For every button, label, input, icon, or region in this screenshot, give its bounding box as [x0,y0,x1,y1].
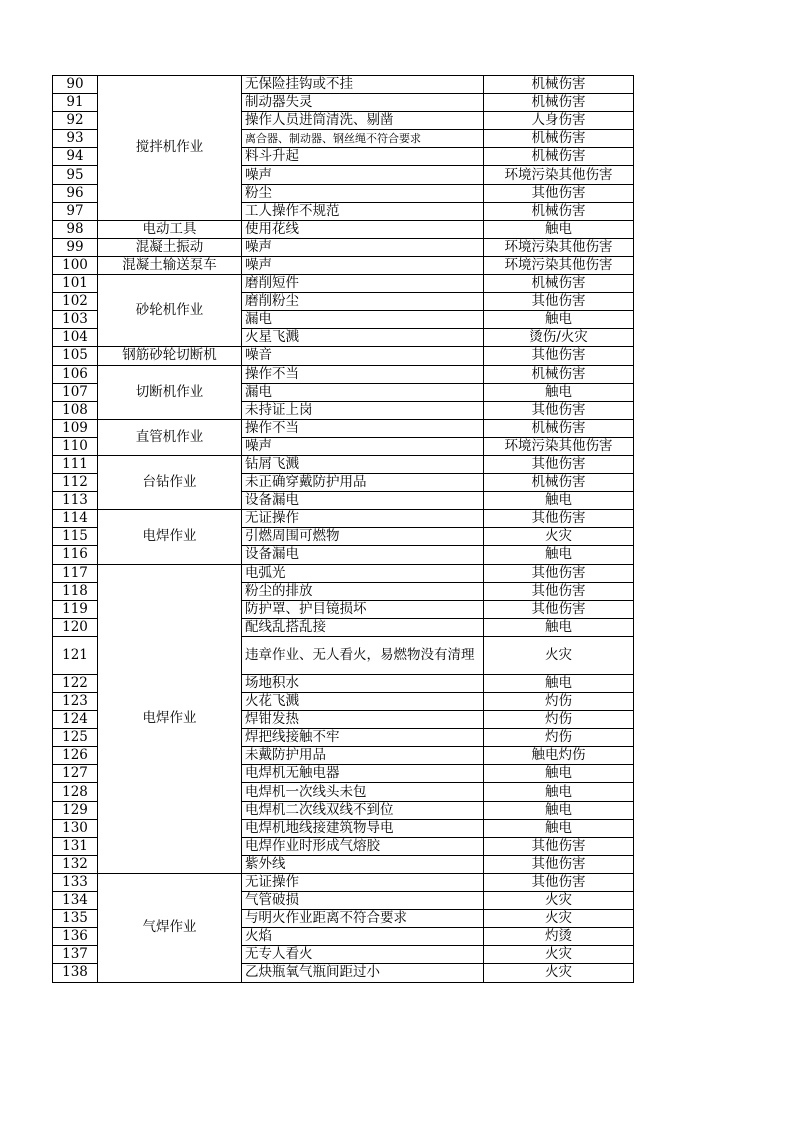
possible-consequence: 环境污染其他伤害 [484,256,634,274]
hazard-description: 噪声 [242,166,484,184]
table-row [53,510,634,528]
row-number: 127 [53,765,98,783]
possible-consequence: 其他伤害 [484,873,634,891]
hazard-description: 磨削粉尘 [242,293,484,311]
work-category: 搅拌机作业 [98,76,242,221]
possible-consequence: 触电 [484,220,634,238]
possible-consequence: 机械伤害 [484,474,634,492]
possible-consequence: 火灾 [484,528,634,546]
row-number: 120 [53,618,98,636]
hazard-description: 配线乱搭乱接 [242,618,484,636]
row-number: 113 [53,492,98,510]
work-category: 切断机作业 [98,365,242,419]
hazard-description: 电弧光 [242,564,484,582]
row-number: 124 [53,711,98,729]
possible-consequence: 灼伤 [484,711,634,729]
possible-consequence: 触电 [484,783,634,801]
row-number: 95 [53,166,98,184]
hazard-description: 焊钳发热 [242,711,484,729]
table-row [53,419,634,437]
hazard-description: 操作不当 [242,365,484,383]
possible-consequence: 灼伤 [484,729,634,747]
row-number: 108 [53,401,98,419]
row-number: 136 [53,928,98,946]
hazard-description: 紫外线 [242,855,484,873]
possible-consequence: 火灾 [484,910,634,928]
possible-consequence: 灼伤 [484,693,634,711]
work-category: 钢筋砂轮切断机 [98,347,242,365]
row-number: 92 [53,112,98,130]
possible-consequence: 火灾 [484,892,634,910]
row-number: 104 [53,329,98,347]
possible-consequence: 机械伤害 [484,130,634,148]
hazard-description: 无证操作 [242,873,484,891]
table-row [53,873,634,891]
hazard-description: 无证操作 [242,510,484,528]
hazard-description: 料斗升起 [242,148,484,166]
possible-consequence: 其他伤害 [484,293,634,311]
table-row [53,347,634,365]
hazard-description: 乙炔瓶氧气瓶间距过小 [242,964,484,982]
possible-consequence: 其他伤害 [484,510,634,528]
hazard-description: 磨削短件 [242,275,484,293]
hazard-description: 钻屑飞溅 [242,455,484,473]
possible-consequence: 烫伤/火灾 [484,329,634,347]
row-number: 110 [53,437,98,455]
hazard-description: 漏电 [242,311,484,329]
row-number: 98 [53,220,98,238]
row-number: 102 [53,293,98,311]
possible-consequence: 其他伤害 [484,582,634,600]
hazard-description: 电焊作业时形成气熔胶 [242,837,484,855]
row-number: 109 [53,419,98,437]
hazard-description: 火星飞溅 [242,329,484,347]
possible-consequence: 触电 [484,618,634,636]
row-number: 121 [53,636,98,674]
possible-consequence: 触电 [484,765,634,783]
hazard-description: 噪音 [242,347,484,365]
table-row [53,564,634,582]
row-number: 122 [53,674,98,692]
table-row [53,76,634,94]
row-number: 116 [53,546,98,564]
possible-consequence: 其他伤害 [484,401,634,419]
possible-consequence: 火灾 [484,946,634,964]
possible-consequence: 触电 [484,311,634,329]
possible-consequence: 环境污染其他伤害 [484,238,634,256]
row-number: 105 [53,347,98,365]
work-category: 砂轮机作业 [98,275,242,347]
row-number: 94 [53,148,98,166]
possible-consequence: 触电 [484,801,634,819]
possible-consequence: 触电 [484,492,634,510]
hazard-description: 与明火作业距离不符合要求 [242,910,484,928]
row-number: 125 [53,729,98,747]
possible-consequence: 环境污染其他伤害 [484,437,634,455]
work-category: 电焊作业 [98,510,242,564]
possible-consequence: 触电 [484,383,634,401]
row-number: 128 [53,783,98,801]
work-category: 气焊作业 [98,873,242,982]
row-number: 90 [53,76,98,94]
row-number: 97 [53,202,98,220]
hazard-description: 电焊机二次线双线不到位 [242,801,484,819]
work-category: 电焊作业 [98,564,242,873]
hazard-description: 设备漏电 [242,492,484,510]
hazard-description: 使用花线 [242,220,484,238]
hazard-description: 电焊机无触电器 [242,765,484,783]
row-number: 126 [53,747,98,765]
hazard-description: 未戴防护用品 [242,747,484,765]
possible-consequence: 其他伤害 [484,837,634,855]
row-number: 101 [53,275,98,293]
possible-consequence: 火灾 [484,636,634,674]
hazard-description: 噪声 [242,437,484,455]
possible-consequence: 机械伤害 [484,275,634,293]
hazard-description: 噪声 [242,256,484,274]
possible-consequence: 灼烫 [484,928,634,946]
possible-consequence: 火灾 [484,964,634,982]
table-row [53,256,634,274]
possible-consequence: 其他伤害 [484,455,634,473]
row-number: 112 [53,474,98,492]
row-number: 134 [53,892,98,910]
hazard-description: 设备漏电 [242,546,484,564]
hazard-table [52,75,634,983]
work-category: 台钻作业 [98,455,242,509]
hazard-description: 制动器失灵 [242,94,484,112]
possible-consequence: 触电灼伤 [484,747,634,765]
possible-consequence: 机械伤害 [484,365,634,383]
hazard-description: 电焊机一次线头未包 [242,783,484,801]
hazard-description: 场地积水 [242,674,484,692]
table-row [53,220,634,238]
table-row [53,238,634,256]
possible-consequence: 触电 [484,819,634,837]
row-number: 93 [53,130,98,148]
row-number: 118 [53,582,98,600]
row-number: 137 [53,946,98,964]
hazard-description: 粉尘的排放 [242,582,484,600]
row-number: 111 [53,455,98,473]
row-number: 91 [53,94,98,112]
work-category: 直管机作业 [98,419,242,455]
row-number: 100 [53,256,98,274]
hazard-description: 防护罩、护目镜损坏 [242,600,484,618]
table-row [53,365,634,383]
hazard-description: 火花飞溅 [242,693,484,711]
hazard-description: 无专人看火 [242,946,484,964]
possible-consequence: 其他伤害 [484,600,634,618]
row-number: 129 [53,801,98,819]
hazard-description: 未持证上岗 [242,401,484,419]
row-number: 138 [53,964,98,982]
row-number: 117 [53,564,98,582]
row-number: 133 [53,873,98,891]
row-number: 103 [53,311,98,329]
work-category: 电动工具 [98,220,242,238]
possible-consequence: 其他伤害 [484,564,634,582]
table-row [53,275,634,293]
possible-consequence: 机械伤害 [484,148,634,166]
row-number: 115 [53,528,98,546]
possible-consequence: 人身伤害 [484,112,634,130]
possible-consequence: 机械伤害 [484,202,634,220]
possible-consequence: 其他伤害 [484,855,634,873]
possible-consequence: 触电 [484,674,634,692]
row-number: 114 [53,510,98,528]
hazard-description: 操作人员进筒清洗、剔凿 [242,112,484,130]
table-row [53,455,634,473]
possible-consequence: 其他伤害 [484,347,634,365]
hazard-description: 电焊机地线接建筑物导电 [242,819,484,837]
row-number: 135 [53,910,98,928]
hazard-description: 操作不当 [242,419,484,437]
row-number: 96 [53,184,98,202]
hazard-description: 火焰 [242,928,484,946]
hazard-description: 引燃周围可燃物 [242,528,484,546]
possible-consequence: 机械伤害 [484,94,634,112]
row-number: 119 [53,600,98,618]
row-number: 132 [53,855,98,873]
row-number: 99 [53,238,98,256]
hazard-description: 气管破损 [242,892,484,910]
possible-consequence: 机械伤害 [484,419,634,437]
hazard-description: 未正确穿戴防护用品 [242,474,484,492]
hazard-description: 无保险挂钩或不挂 [242,76,484,94]
hazard-table-body [53,76,634,983]
hazard-description: 工人操作不规范 [242,202,484,220]
hazard-description: 离合器、制动器、钢丝绳不符合要求 [242,130,484,148]
row-number: 131 [53,837,98,855]
row-number: 130 [53,819,98,837]
row-number: 107 [53,383,98,401]
hazard-description: 粉尘 [242,184,484,202]
work-category: 混凝土振动 [98,238,242,256]
hazard-description: 漏电 [242,383,484,401]
possible-consequence: 机械伤害 [484,76,634,94]
row-number: 106 [53,365,98,383]
hazard-description: 违章作业、无人看火，易燃物没有清理 [242,636,484,674]
possible-consequence: 环境污染其他伤害 [484,166,634,184]
possible-consequence: 触电 [484,546,634,564]
hazard-description: 焊把线接触不牢 [242,729,484,747]
row-number: 123 [53,693,98,711]
hazard-description: 噪声 [242,238,484,256]
possible-consequence: 其他伤害 [484,184,634,202]
work-category: 混凝土输送泵车 [98,256,242,274]
